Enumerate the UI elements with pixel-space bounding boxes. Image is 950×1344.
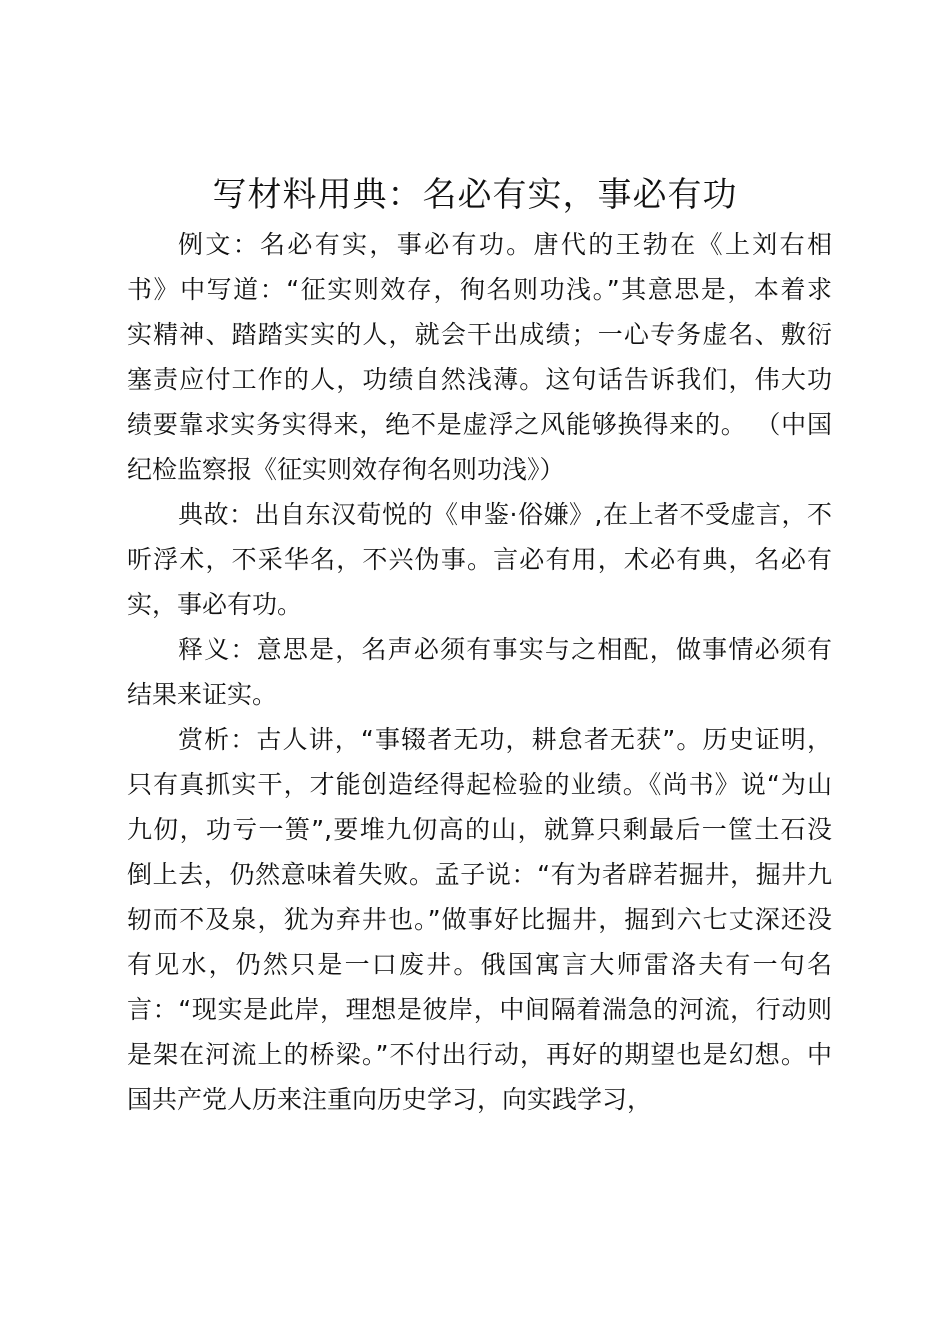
text-line: 听浮术，不采华名，不兴伪事。言必有用，术必有典，名必有 <box>127 545 832 574</box>
text-line: 只有真抓实干，才能创造经得起检验的业绩。《尚书》说“为山 <box>127 770 832 799</box>
text-line: 例文：名必有实，事必有功。唐代的王勃在《上刘右相 <box>178 230 832 259</box>
document-body <box>127 222 832 1122</box>
text-line: 言：“现实是此岸，理想是彼岸，中间隔着湍急的河流，行动则 <box>127 995 832 1024</box>
text-line: 塞责应付工作的人，功绩自然浅薄。这句话告诉我们，伟大功 <box>127 365 832 394</box>
text-line: 轫而不及泉，犹为弃井也。”做事好比掘井，掘到六七丈深还没 <box>127 905 832 934</box>
text-line: 释义：意思是，名声必须有事实与之相配，做事情必须有 <box>178 635 832 664</box>
text-line: 实精神、踏踏实实的人，就会干出成绩；一心专务虚名、敷衍 <box>127 320 832 349</box>
text-line: 实，事必有功。 <box>127 590 303 619</box>
text-line: 倒上去，仍然意味着失败。孟子说：“有为者辟若掘井，掘井九 <box>127 860 832 889</box>
document-title: 写材料用典：名必有实，事必有功 <box>212 175 738 215</box>
text-line: 国共产党人历来注重向历史学习，向实践学习， <box>127 1085 653 1114</box>
text-line: 有见水，仍然只是一口废井。俄国寓言大师雷洛夫有一句名 <box>127 950 832 979</box>
text-line: 结果来证实。 <box>127 680 278 709</box>
text-line: 纪检监察报《征实则效存徇名则功浅》） <box>127 455 565 484</box>
text-line: 九仞，功亏一篑”,要堆九仞高的山，就算只剩最后一筐土石没 <box>127 815 832 844</box>
text-line: 典故：出自东汉荀悦的《申鉴·俗嫌》,在上者不受虚言，不 <box>178 500 832 529</box>
text-line: 书》中写道：“征实则效存，徇名则功浅。”其意思是，本着求 <box>127 275 832 304</box>
text-line: 绩要靠求实务实得来，绝不是虚浮之风能够换得来的。 （中国 <box>127 410 832 439</box>
text-line: 是架在河流上的桥梁。”不付出行动，再好的期望也是幻想。中 <box>127 1040 832 1069</box>
text-line: 赏析：古人讲，“事辍者无功，耕怠者无获”。历史证明， <box>178 725 832 754</box>
